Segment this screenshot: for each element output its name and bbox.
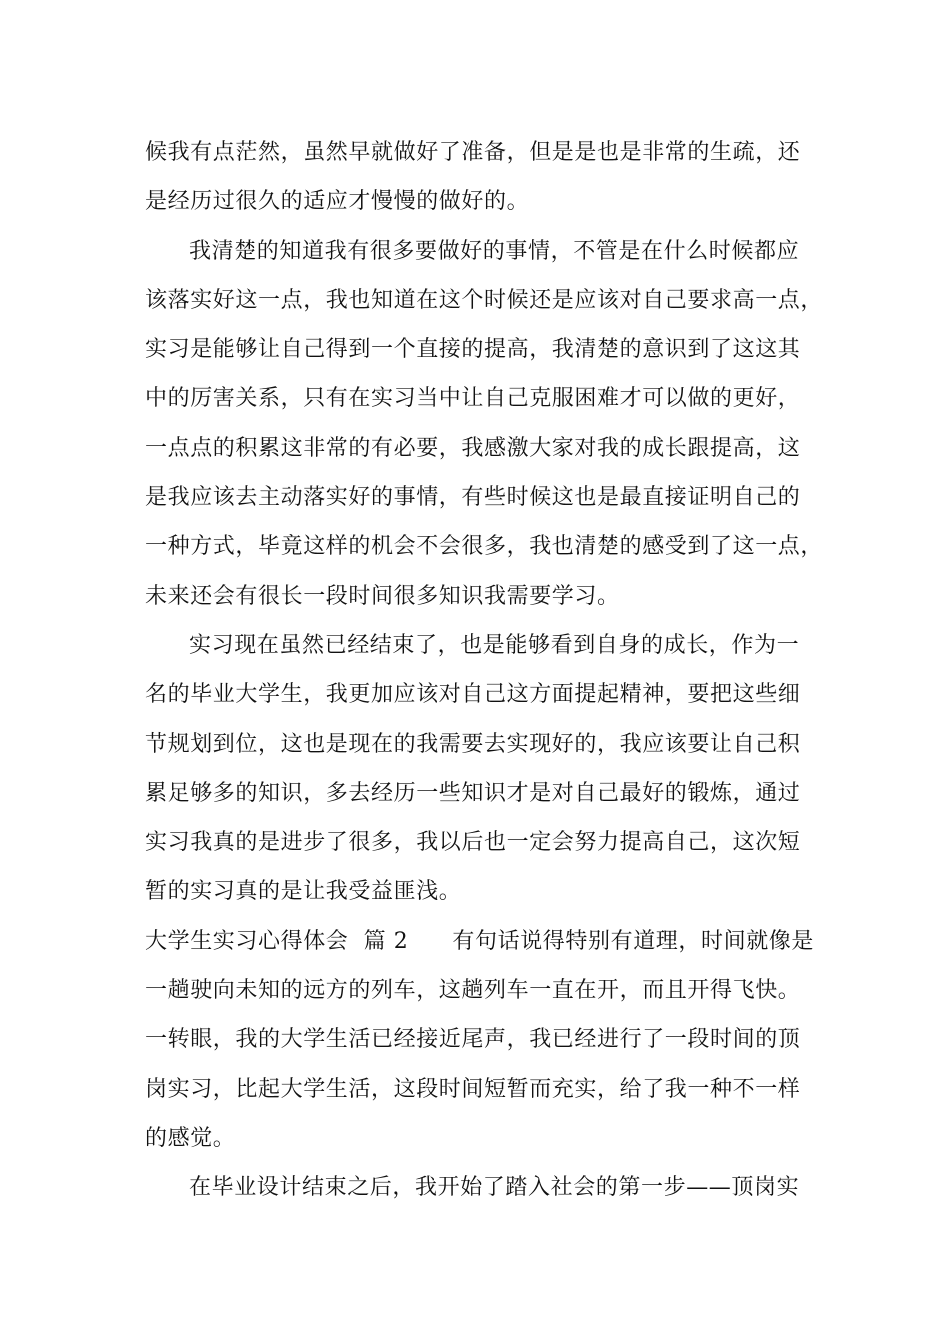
- text-line: 是经历过很久的适应才慢慢的做好的。: [145, 189, 530, 215]
- text-line: 一种方式，毕竟这样的机会不会很多，我也清楚的感受到了这一点，: [145, 534, 824, 560]
- text-line: 的感觉。: [145, 1125, 236, 1151]
- text-line: 岗实习，比起大学生活，这段时间短暂而充实，给了我一种不一样: [145, 1076, 801, 1102]
- text-line: 该落实好这一点，我也知道在这个时候还是应该对自己要求高一点，: [145, 287, 824, 313]
- text-line: 一转眼，我的大学生活已经接近尾声，我已经进行了一段时间的顶: [145, 1027, 801, 1053]
- section-heading-line: [145, 917, 825, 966]
- text-line: 一点点的积累这非常的有必要，我感激大家对我的成长跟提高，这: [145, 435, 801, 461]
- section-heading: 大学生实习心得体会 篇 2: [145, 928, 409, 954]
- text-line: 实习是能够让自己得到一个直接的提高，我清楚的意识到了这这其: [145, 337, 801, 363]
- text-line: 中的厉害关系，只有在实习当中让自己克服困难才可以做的更好，: [145, 386, 801, 412]
- paragraph-start-line: 在毕业设计结束之后，我开始了踏入社会的第一步——顶岗实: [189, 1175, 800, 1201]
- text-line: 名的毕业大学生，我更加应该对自己这方面提起精神，要把这些细: [145, 682, 801, 708]
- text-line: 累足够多的知识，多去经历一些知识才是对自己最好的锻炼，通过: [145, 780, 801, 806]
- text-line: 暂的实习真的是让我受益匪浅。: [145, 879, 462, 905]
- text-line: 未来还会有很长一段时间很多知识我需要学习。: [145, 583, 620, 609]
- text-line: 候我有点茫然，虽然早就做好了准备，但是是也是非常的生疏，还: [145, 140, 801, 165]
- text-line: 实习我真的是进步了很多，我以后也一定会努力提高自己，这次短: [145, 830, 801, 856]
- text-line: 是我应该去主动落实好的事情，有些时候这也是最直接证明自己的: [145, 485, 801, 511]
- text-line: 一趟驶向未知的远方的列车，这趟列车一直在开，而且开得飞快。: [145, 978, 801, 1004]
- paragraph-start-text: 有句话说得特别有道理，时间就像是: [452, 928, 814, 954]
- text-line: 节规划到位，这也是现在的我需要去实现好的，我应该要让自己积: [145, 731, 801, 757]
- paragraph-start-line: 实习现在虽然已经结束了，也是能够看到自身的成长，作为一: [189, 632, 800, 658]
- paragraph-start-line: 我清楚的知道我有很多要做好的事情，不管是在什么时候都应: [189, 238, 800, 264]
- body-text: [145, 128, 825, 1213]
